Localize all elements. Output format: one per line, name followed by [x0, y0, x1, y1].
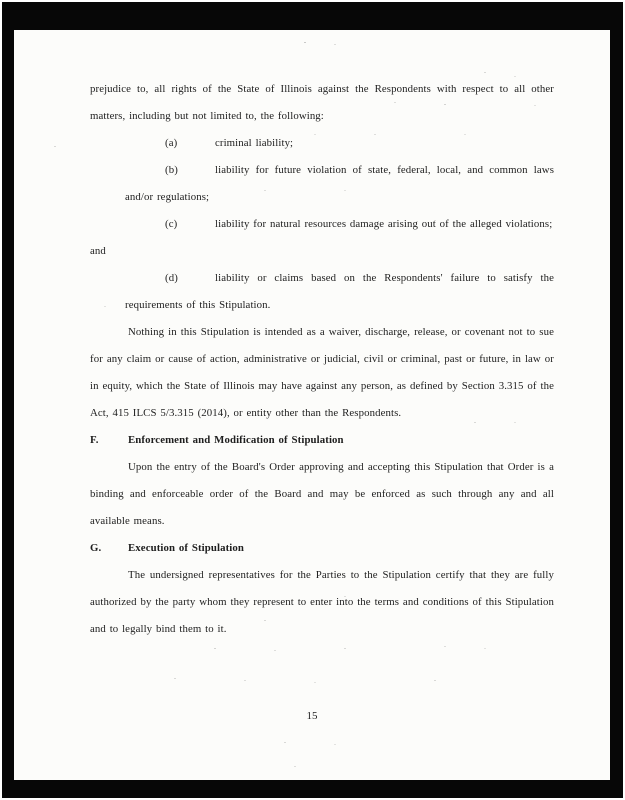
list-item-b	[90, 157, 554, 211]
list-text-b: liability for future violation of state, federal, local, and common laws and/or regulations;	[125, 164, 554, 203]
list-marker-b: (b)	[165, 164, 178, 176]
page-body	[90, 76, 554, 643]
list-marker-a: (a)	[165, 137, 178, 149]
section-title-f: Enforcement and Modification of Stipulation	[128, 434, 344, 446]
section-title-g: Execution of Stipulation	[128, 542, 244, 554]
page-number: 15	[306, 710, 318, 722]
paragraph-no-waiver: Nothing in this Stipulation is intended as a waiver, discharge, release, or covenant not to sue for any claim or cause of action, administrative or judicial, civil or criminal, past or future, in law or in equity, which the State of Illinois may have against any person, as defined by Section 3.315 of the Act, 415 ILCS 5/3.315 (2014), or entity other than the Respondents.	[90, 326, 554, 419]
section-letter-g: G.	[90, 542, 102, 554]
document-page	[14, 30, 610, 780]
list-marker-c: (c)	[165, 218, 178, 230]
list-text-c: liability for natural resources damage arising out of the alleged violations;	[215, 218, 553, 230]
list-item-a	[90, 130, 554, 157]
paragraph-enforcement: Upon the entry of the Board's Order approving and accepting this Stipulation that Order is a binding and enforceable order of the Board and may be enforced as such through any and all available means.	[90, 461, 554, 527]
list-marker-d: (d)	[165, 272, 178, 284]
paragraph-execution: The undersigned representatives for the Parties to the Stipulation certify that they are fully authorized by the party whom they represent to enter into the terms and conditions of this Stipulation and to legally bind them to it.	[90, 569, 554, 635]
scan-noise	[14, 30, 16, 31]
section-letter-f: F.	[90, 434, 99, 446]
list-item-d	[90, 265, 554, 319]
list-item-c	[90, 211, 554, 238]
list-text-d: liability or claims based on the Respondents' failure to satisfy the requirements of this Stipulation.	[125, 272, 554, 311]
list-item-c-continuation: and	[90, 245, 106, 257]
section-heading-g	[90, 535, 554, 562]
paragraph-continuation: prejudice to, all rights of the State of Illinois against the Respondents with respect to all other matters, including but not limited to, the following:	[90, 83, 554, 122]
list-text-a: criminal liability;	[215, 137, 294, 149]
section-heading-f	[90, 427, 554, 454]
